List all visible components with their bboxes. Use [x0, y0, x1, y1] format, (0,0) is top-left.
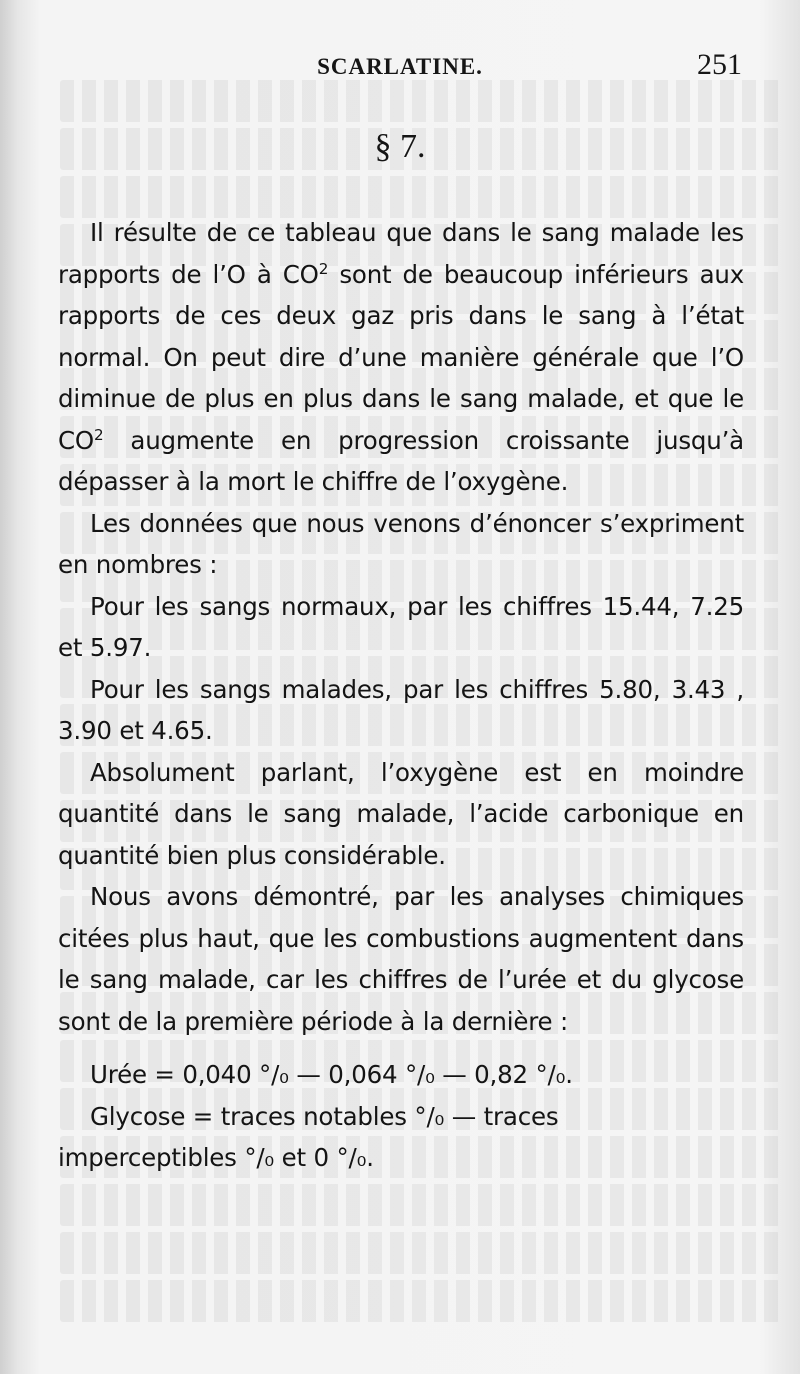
page-number: 251 — [697, 48, 742, 81]
paragraph: Nous avons démontré, par les analyses chimiques citées plus haut, que les combustions augmentent dans le sang malade, car les chiffres de l’urée et du glycose sont de la première période à la dernière : — [58, 882, 744, 1036]
formula-uree: Urée = 0,040 °/₀ — 0,064 °/₀ — 0,82 °/₀. — [90, 1060, 573, 1089]
paragraph: Les données que nous venons d’énoncer s’expriment en nombres : — [58, 508, 744, 579]
paragraph: Pour les sangs malades, par les chiffres 5.80, 3.43 , 3.90 et 4.65. — [58, 674, 744, 745]
body-text — [58, 212, 744, 1179]
paragraph: Il résulte de ce tableau que dans le sang malade les rapports de l’O à $CO^2$ sont de beaucoup inférieurs aux rapports de ces deux gaz pris dans le sang à l’état normal. On peut dire d’une manière générale que l’O diminue de plus en plus dans le sang malade, et que le $CO^2$ augmente en progression croissante jusqu’à dépasser à la mort le chiffre de l’oxygène. — [58, 218, 745, 496]
page-header — [58, 48, 742, 88]
running-title: SCARLATINE. — [317, 54, 483, 79]
section-heading: § 7. — [374, 128, 426, 165]
paragraph: Pour les sangs normaux, par les chiffres 15.44, 7.25 et 5.97. — [58, 591, 744, 662]
formula-glycose: Glycose = traces notables °/₀ — traces imperceptibles °/₀ et 0 °/₀. — [58, 1101, 559, 1172]
paragraph: Absolument parlant, l’oxygène est en moindre quantité dans le sang malade, l’acide carbonique en quantité bien plus considérable. — [58, 757, 744, 870]
